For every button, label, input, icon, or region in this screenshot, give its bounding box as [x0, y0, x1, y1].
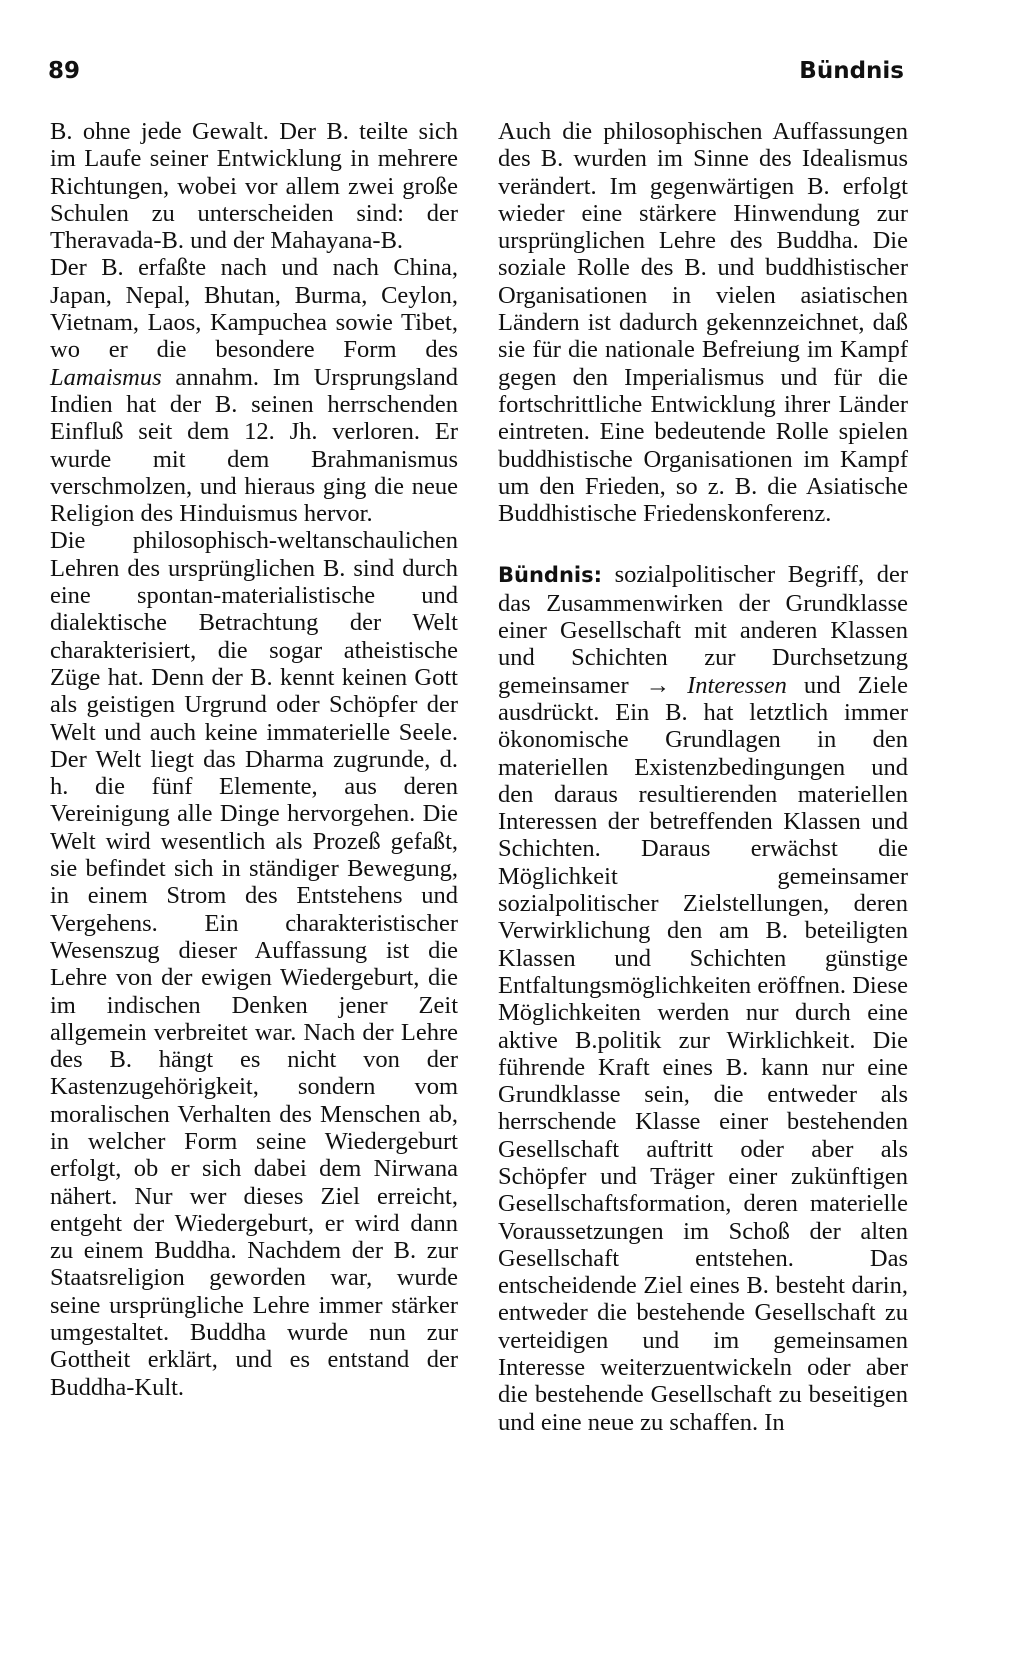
paragraph: B. ohne jede Gewalt. Der B. teilte sich im Laufe seiner Entwicklung in mehrere Richtungen, wobei vor allem zwei große Schulen zu unterscheiden sind: der Theravada-B. und der Mahayana-B. — [50, 118, 458, 255]
paragraph-text: und Ziele ausdrückt. Ein B. hat letztlich immer ökonomische Grundlagen in den materiellen Existenzbedingungen und den daraus resultierenden materiellen Interessen der betreffenden Klassen und Schichten. Daraus erwächst die Möglichkeit gemeinsamer sozialpolitischer Zielstellungen, deren Verwirklichung den am B. beteiligten Klassen und Schichten günstige Entfaltungsmöglichkeiten eröffnen. Diese Möglichkeiten werden nur durch eine aktive B.politik zur Wirklichkeit. Die führende Kraft eines B. kann nur eine Grundklasse sein, die entweder als herrschende Klasse einer bestehenden Gesellschaft auftritt oder aber als Schöpfer und Träger einer zukünftigen Gesellschaftsformation, deren materielle Voraussetzungen im Schoß der alten Gesellschaft entstehen. Das entscheidende Ziel eines B. besteht darin, entweder die bestehende Gesellschaft zu verteidigen und im gemeinsamen Interesse weiterzuentwickeln oder aber die bestehende Gesellschaft zu beseitigen und eine neue zu schaffen. In — [498, 671, 908, 1436]
entry-lemma: Bündnis: — [498, 563, 602, 588]
left-column — [50, 118, 458, 1401]
paragraph-text: annahm. Im Ursprungsland Indien hat der B. seinen herrschenden Einfluß seit dem 12. Jh. verloren. Er wurde mit dem Brahmanismus verschmolzen, und hieraus ging die neue Religion des Hinduismus hervor. — [50, 363, 458, 528]
paragraph-text: Der B. erfaßte nach und nach China, Japan, Nepal, Bhutan, Burma, Ceylon, Vietnam, Laos, Kampuchea sowie Tibet, wo er die besondere Form des — [50, 254, 458, 364]
paragraph: Die philosophisch-weltanschaulichen Lehren des ursprünglichen B. sind durch eine spontan-materialistische und dialektische Betrachtung der Welt charakterisiert, die sogar atheistische Züge hat. Denn der B. kennt keinen Gott als geistigen Urgrund oder Schöpfer der Welt und auch keine immaterielle Seele. Der Welt liegt das Dharma zugrunde, d. h. die fünf Elemente, aus deren Vereinigung alle Dinge hervorgehen. Die Welt wird wesentlich als Prozeß gefaßt, sie befindet sich in ständiger Bewegung, in einem Strom des Entstehens und Vergehens. Ein charakteristischer Wesenszug dieser Auffassung ist die Lehre von der ewigen Wiedergeburt, die im indischen Denken jener Zeit allgemein verbreitet war. Nach der Lehre des B. hängt es nicht von der Kastenzugehörigkeit, sondern vom moralischen Verhalten des Menschen ab, in welcher Form seine Wiedergeburt erfolgt, ob er sich dabei dem Nirwana nähert. Nur wer dieses Ziel erreicht, entgeht der Wiedergeburt, er wird dann zu einem Buddha. Nachdem der B. zur Staatsreligion geworden war, wurde seine ursprüngliche Lehre immer stärker umgestaltet. Buddha wurde nun zur Gottheit erklärt, und es entstand der Buddha-Kult. — [50, 527, 458, 1401]
paragraph: Auch die philosophischen Auffassungen des B. wurden im Sinne des Idealismus verändert. Im gegenwärtigen B. erfolgt wieder eine stärkere Hinwendung zur ursprünglichen Lehre des Buddha. Die soziale Rolle des B. und buddhistischer Organisationen in vielen asiatischen Ländern ist dadurch gekennzeichnet, daß sie für die nationale Befreiung im Kampf gegen den Imperialismus und für die fortschrittliche Entwicklung ihrer Länder eintreten. Eine bedeutende Rolle spielen buddhistische Organisationen im Kampf um den Frieden, so z. B. die Asiatische Buddhistische Friedenskonferenz. — [498, 118, 908, 528]
dictionary-entry — [498, 561, 908, 1436]
right-column — [498, 118, 908, 1436]
running-title: Bündnis — [799, 58, 904, 84]
paragraph — [50, 254, 458, 527]
page-number: 89 — [48, 58, 81, 84]
cross-reference: Interessen — [687, 671, 787, 699]
cross-reference: Lamaismus — [50, 363, 162, 391]
entry-separator — [498, 527, 908, 561]
paragraph-text: sozialpolitischer Begriff, der das Zusammenwirken der Grundklasse einer Gesellschaft mit anderen Klassen und Schichten zur Durchsetzung gemeinsamer → — [498, 561, 908, 699]
